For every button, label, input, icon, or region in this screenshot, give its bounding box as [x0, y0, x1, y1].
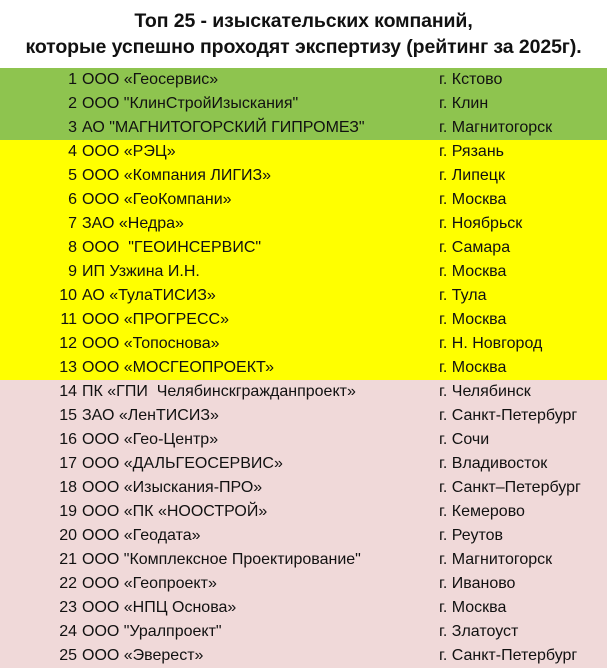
company-city: г. Тула: [439, 287, 487, 304]
company-name: ООО «Компания ЛИГИЗ»: [82, 167, 272, 184]
company-city: г. Москва: [439, 359, 507, 376]
company-city: г. Самара: [439, 239, 511, 256]
company-city: г. Челябинск: [439, 383, 531, 400]
table-row: [0, 548, 607, 572]
rank-number: 18: [59, 479, 77, 496]
company-name: ООО «НПЦ Основа»: [82, 599, 237, 616]
rank-number: 20: [59, 527, 77, 544]
company-city: г. Санкт–Петербург: [439, 479, 581, 496]
company-city: г. Кемерово: [439, 503, 525, 520]
company-name: ООО «ДАЛЬГЕОСЕРВИС»: [82, 455, 283, 472]
rank-number: 24: [59, 623, 77, 640]
company-name: ООО «Геодата»: [82, 527, 201, 544]
rank-number: 10: [59, 287, 77, 304]
company-name: ООО "Уралпроект": [82, 623, 222, 640]
rank-number: 9: [68, 263, 77, 280]
rank-number: 25: [59, 647, 77, 664]
company-city: г. Москва: [439, 191, 507, 208]
company-name: ООО "Комплексное Проектирование": [82, 551, 361, 568]
company-city: г. Рязань: [439, 143, 504, 160]
company-name: ЗАО «Недра»: [82, 215, 184, 232]
rank-number: 7: [68, 215, 77, 232]
company-city: г. Реутов: [439, 527, 504, 544]
table-row: [0, 308, 607, 332]
rank-number: 8: [68, 239, 77, 256]
company-name: ПК «ГПИ Челябинскгражданпроект»: [82, 383, 356, 400]
table-row: [0, 644, 607, 668]
rank-number: 3: [68, 119, 77, 136]
company-city: г. Сочи: [439, 431, 490, 448]
company-name: АО "МАГНИТОГОРСКИЙ ГИПРОМЕЗ": [82, 119, 365, 136]
company-name: ИП Узжина И.Н.: [82, 263, 200, 280]
company-name: ООО «ГеоКомпани»: [82, 191, 232, 208]
rank-number: 6: [68, 191, 77, 208]
company-name: ООО «Топоснова»: [82, 335, 220, 352]
company-name: ООО «Эверест»: [82, 647, 204, 664]
company-name: ООО «ПРОГРЕСС»: [82, 311, 229, 328]
ranking-table: [0, 68, 607, 668]
table-row: [0, 596, 607, 620]
title-line-1: Топ 25 - изыскательских компаний,: [134, 10, 473, 32]
table-row: [0, 356, 607, 380]
company-city: г. Липецк: [439, 167, 505, 184]
table-row: [0, 164, 607, 188]
rank-number: 1: [68, 71, 77, 88]
rank-number: 14: [59, 383, 77, 400]
table-row: [0, 380, 607, 404]
table-row: [0, 140, 607, 164]
company-city: г. Магнитогорск: [439, 551, 553, 568]
table-row: [0, 620, 607, 644]
company-city: г. Ноябрьск: [439, 215, 523, 232]
rank-number: 19: [59, 503, 77, 520]
company-name: ООО «Гео-Центр»: [82, 431, 219, 448]
company-city: г. Санкт-Петербург: [439, 647, 578, 664]
rank-number: 11: [60, 311, 77, 328]
table-row: [0, 116, 607, 140]
company-name: ООО «Геопроект»: [82, 575, 217, 592]
rank-number: 23: [59, 599, 77, 616]
rank-number: 2: [68, 95, 77, 112]
table-row: [0, 284, 607, 308]
table-row: [0, 92, 607, 116]
company-name: ООО «ПК «НООСТРОЙ»: [82, 503, 268, 520]
company-city: г. Иваново: [439, 575, 516, 592]
table-row: [0, 524, 607, 548]
rank-number: 16: [59, 431, 77, 448]
company-city: г. Н. Новгород: [439, 335, 543, 352]
table-row: [0, 476, 607, 500]
table-row: [0, 572, 607, 596]
page-title: [0, 0, 607, 68]
title-line-2: которые успешно проходят экспертизу (рейтинг за 2025г).: [25, 36, 582, 58]
table-row: [0, 404, 607, 428]
rank-number: 15: [59, 407, 77, 424]
company-city: г. Магнитогорск: [439, 119, 553, 136]
rank-number: 5: [68, 167, 77, 184]
company-city: г. Клин: [439, 95, 489, 112]
table-row: [0, 500, 607, 524]
rank-number: 22: [59, 575, 77, 592]
rank-number: 13: [59, 359, 77, 376]
company-city: г. Москва: [439, 311, 507, 328]
table-row: [0, 428, 607, 452]
table-row: [0, 332, 607, 356]
company-city: г. Санкт-Петербург: [439, 407, 578, 424]
company-name: АО «ТулаТИСИЗ»: [82, 287, 216, 304]
company-name: ООО «РЭЦ»: [82, 143, 176, 160]
table-row: [0, 68, 607, 92]
company-name: ООО «Изыскания-ПРО»: [82, 479, 263, 496]
company-city: г. Кстово: [439, 71, 503, 88]
company-city: г. Златоуст: [439, 623, 519, 640]
table-row: [0, 452, 607, 476]
rank-number: 4: [68, 143, 77, 160]
table-row: [0, 236, 607, 260]
company-name: ООО «МОСГЕОПРОЕКТ»: [82, 359, 275, 376]
rank-number: 12: [59, 335, 77, 352]
table-row: [0, 212, 607, 236]
rank-number: 21: [59, 551, 77, 568]
rank-number: 17: [59, 455, 77, 472]
company-name: ООО "КлинСтройИзыскания": [82, 95, 299, 112]
company-city: г. Москва: [439, 599, 507, 616]
company-name: ООО "ГЕОИНСЕРВИС": [82, 239, 262, 256]
company-name: ООО «Геосервис»: [82, 71, 219, 88]
company-city: г. Владивосток: [439, 455, 548, 472]
table-row: [0, 260, 607, 284]
company-city: г. Москва: [439, 263, 507, 280]
table-row: [0, 188, 607, 212]
company-name: ЗАО «ЛенТИСИЗ»: [82, 407, 219, 424]
